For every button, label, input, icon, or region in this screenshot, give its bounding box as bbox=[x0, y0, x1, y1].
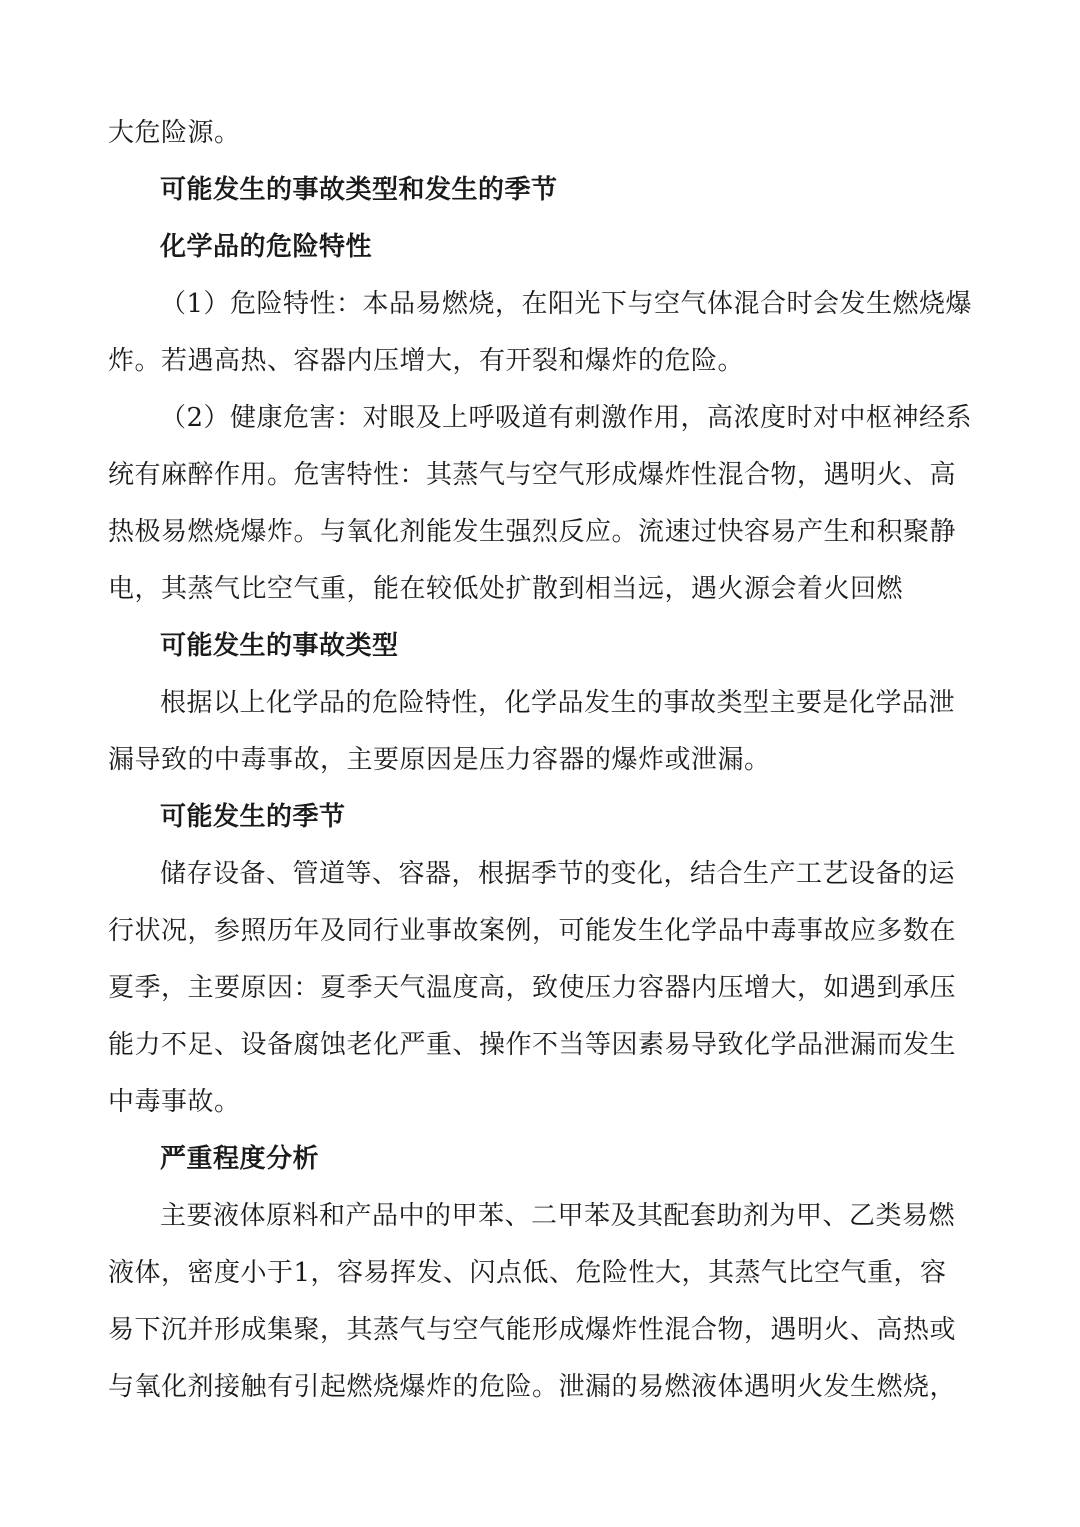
subsection-heading: 可能发生的季节 bbox=[160, 802, 346, 832]
text-line: 大危险源。 bbox=[108, 118, 241, 148]
paragraph-line: 行状况，参照历年及同行业事故案例，可能发生化学品中毒事故应多数在 bbox=[108, 916, 957, 946]
paragraph-line: 漏导致的中毒事故，主要原因是压力容器的爆炸或泄漏。 bbox=[108, 745, 771, 775]
section-heading: 可能发生的事故类型和发生的季节 bbox=[160, 175, 558, 205]
paragraph-line: （2）健康危害：对眼及上呼吸道有刺激作用，高浓度时对中枢神经系 bbox=[160, 403, 973, 433]
paragraph-line: 储存设备、管道等、容器，根据季节的变化，结合生产工艺设备的运 bbox=[160, 859, 956, 889]
paragraph-line: 能力不足、设备腐蚀老化严重、操作不当等因素易导致化学品泄漏而发生 bbox=[108, 1030, 957, 1060]
paragraph-line: （1）危险特性：本品易燃烧，在阳光下与空气体混合时会发生燃烧爆 bbox=[160, 289, 973, 319]
paragraph-line: 易下沉并形成集聚，其蒸气与空气能形成爆炸性混合物，遇明火、高热或 bbox=[108, 1315, 957, 1345]
paragraph-line: 热极易燃烧爆炸。与氧化剂能发生强烈反应。流速过快容易产生和积聚静 bbox=[108, 517, 957, 547]
subsection-heading: 化学品的危险特性 bbox=[160, 232, 373, 262]
paragraph-line: 夏季，主要原因：夏季天气温度高，致使压力容器内压增大，如遇到承压 bbox=[108, 973, 957, 1003]
paragraph-line: 中毒事故。 bbox=[108, 1087, 241, 1117]
paragraph-line: 统有麻醉作用。危害特性：其蒸气与空气形成爆炸性混合物，遇明火、高 bbox=[108, 460, 957, 490]
paragraph-line: 炸。若遇高热、容器内压增大，有开裂和爆炸的危险。 bbox=[108, 346, 745, 376]
paragraph-line: 主要液体原料和产品中的甲苯、二甲苯及其配套助剂为甲、乙类易燃 bbox=[160, 1201, 956, 1231]
paragraph-line: 液体，密度小于1，容易挥发、闪点低、危险性大，其蒸气比空气重，容 bbox=[108, 1258, 947, 1288]
subsection-heading: 可能发生的事故类型 bbox=[160, 631, 399, 661]
paragraph-line: 电，其蒸气比空气重，能在较低处扩散到相当远，遇火源会着火回燃 bbox=[108, 574, 904, 604]
subsection-heading: 严重程度分析 bbox=[160, 1144, 320, 1174]
paragraph-line: 根据以上化学品的危险特性，化学品发生的事故类型主要是化学品泄 bbox=[160, 688, 956, 718]
paragraph-line: 与氧化剂接触有引起燃烧爆炸的危险。泄漏的易燃液体遇明火发生燃烧， bbox=[108, 1372, 957, 1402]
